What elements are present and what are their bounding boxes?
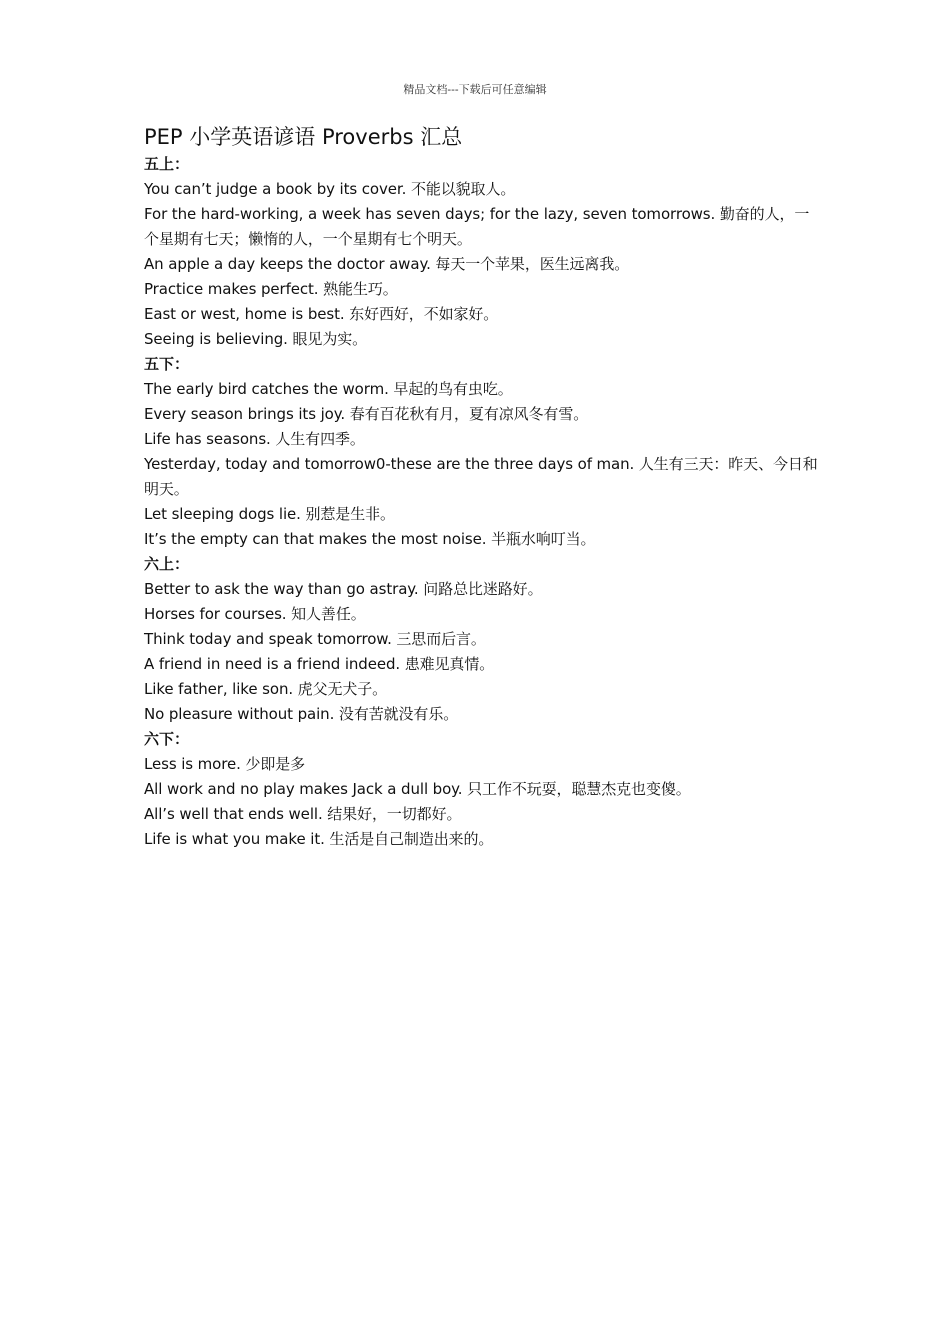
section-heading: 六下： [144,730,190,748]
section-heading: 五下： [144,355,190,373]
document-title: PEP 小学英语谚语 Proverbs 汇总 [144,125,463,149]
proverb-item: It’s the empty can that makes the most noise. 半瓶水响叮当。 [144,530,596,548]
proverb-item: Practice makes perfect. 熟能生巧。 [144,280,398,298]
proverb-item: Every season brings its joy. 春有百花秋有月，夏有凉风冬有雪。 [144,405,589,423]
section-heading: 六上： [144,555,190,573]
section-heading: 五上： [144,155,190,173]
section-grade5-term1 [144,152,820,352]
proverb-item: A friend in need is a friend indeed. 患难见真情。 [144,655,495,673]
proverb-item: No pleasure without pain. 没有苦就没有乐。 [144,705,459,723]
proverb-item: All work and no play makes Jack a dull boy. 只工作不玩耍，聪慧杰克也变傻。 [144,780,691,798]
section-grade5-term2 [144,352,820,552]
proverb-item: Like father, like son. 虎父无犬子。 [144,680,388,698]
section-grade6-term2 [144,727,820,852]
proverb-item: Better to ask the way than go astray. 问路总比迷路好。 [144,580,543,598]
proverb-item: Let sleeping dogs lie. 别惹是生非。 [144,505,395,523]
section-grade6-term1 [144,552,820,727]
proverb-item: Yesterday, today and tomorrow0-these are the three days of man. 人生有三天：昨天、今日和明天。 [144,455,818,498]
proverb-item: Life is what you make it. 生活是自己制造出来的。 [144,830,494,848]
proverb-item: East or west, home is best. 东好西好，不如家好。 [144,305,499,323]
proverb-item: Less is more. 少即是多 [144,755,306,773]
proverb-item: You can’t judge a book by its cover. 不能以貌取人。 [144,180,516,198]
proverb-item: An apple a day keeps the doctor away. 每天一个苹果，医生远离我。 [144,255,630,273]
page-header-watermark: 精品文档---下载后可任意编辑 [403,83,547,96]
proverb-item: The early bird catches the worm. 早起的鸟有虫吃。 [144,380,513,398]
proverb-item: Seeing is believing. 眼见为实。 [144,330,368,348]
document-body [144,122,820,852]
proverb-item: Think today and speak tomorrow. 三思而后言。 [144,630,486,648]
proverb-item: For the hard-working, a week has seven days; for the lazy, seven tomorrows. 勤奋的人，一个星期有七天；懒惰的人，一个星期有七个明天。 [144,205,810,248]
proverb-item: Life has seasons. 人生有四季。 [144,430,365,448]
proverb-item: Horses for courses. 知人善任。 [144,605,366,623]
proverb-item: All’s well that ends well. 结果好，一切都好。 [144,805,462,823]
